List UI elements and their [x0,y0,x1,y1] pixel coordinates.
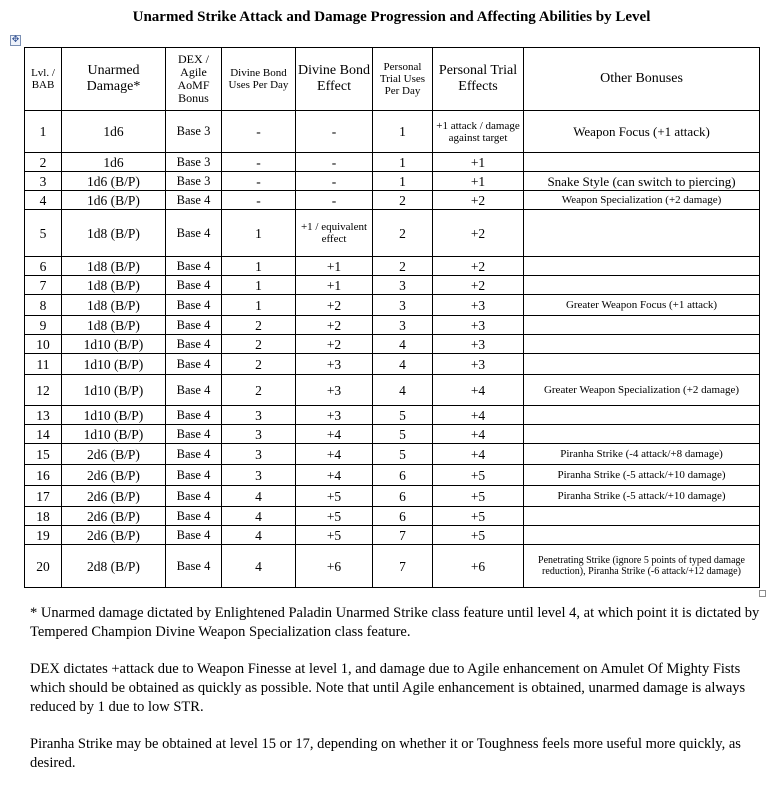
cell-trial-effects: +3 [433,295,524,316]
cell-trial-uses: 4 [373,354,433,375]
cell-dex-bonus: Base 4 [166,507,222,526]
table-move-handle-icon[interactable]: ✥ [11,35,20,45]
table-row [25,210,760,257]
cell-divine-bond-uses: 2 [222,316,296,335]
cell-level: 5 [25,210,62,257]
header-trial-effects: Personal Trial Effects [433,48,524,111]
cell-unarmed-damage: 1d10 (B/P) [62,375,166,406]
cell-level: 18 [25,507,62,526]
cell-divine-bond-effect: +3 [296,406,373,425]
cell-unarmed-damage: 1d8 (B/P) [62,295,166,316]
cell-trial-effects: +1 [433,153,524,172]
cell-unarmed-damage: 1d8 (B/P) [62,316,166,335]
header-trial-uses: Personal Trial Uses Per Day [373,48,433,111]
cell-other-bonuses [524,153,760,172]
cell-level: 19 [25,526,62,545]
cell-divine-bond-effect: +2 [296,335,373,354]
cell-trial-uses: 7 [373,526,433,545]
cell-trial-effects: +3 [433,316,524,335]
cell-divine-bond-uses: 4 [222,507,296,526]
cell-dex-bonus: Base 4 [166,465,222,486]
cell-divine-bond-effect: +1 [296,276,373,295]
cell-unarmed-damage: 2d6 (B/P) [62,486,166,507]
cell-other-bonuses [524,354,760,375]
document-title: Unarmed Strike Attack and Damage Progression and Affecting Abilities by Level [132,9,651,25]
cell-trial-effects: +4 [433,444,524,465]
cell-level: 16 [25,465,62,486]
cell-divine-bond-uses: - [222,191,296,210]
cell-level: 17 [25,486,62,507]
cell-divine-bond-effect: +4 [296,465,373,486]
cell-unarmed-damage: 1d10 (B/P) [62,354,166,375]
cell-dex-bonus: Base 4 [166,191,222,210]
cell-divine-bond-uses: 3 [222,444,296,465]
cell-unarmed-damage: 1d8 (B/P) [62,276,166,295]
table-row [25,545,760,588]
cell-dex-bonus: Base 4 [166,354,222,375]
header-dex-bonus: DEX / Agile AoMF Bonus [166,48,222,111]
cell-divine-bond-effect: +3 [296,354,373,375]
cell-other-bonuses [524,507,760,526]
cell-dex-bonus: Base 4 [166,210,222,257]
table-row [25,465,760,486]
cell-level: 11 [25,354,62,375]
cell-divine-bond-effect: +4 [296,444,373,465]
table-row [25,276,760,295]
cell-trial-uses: 5 [373,444,433,465]
table-row [25,335,760,354]
table-row [25,526,760,545]
cell-unarmed-damage: 2d6 (B/P) [62,444,166,465]
cell-trial-effects: +5 [433,526,524,545]
cell-trial-effects: +2 [433,210,524,257]
cell-trial-uses: 2 [373,210,433,257]
cell-trial-uses: 2 [373,257,433,276]
cell-level: 13 [25,406,62,425]
cell-level: 4 [25,191,62,210]
cell-unarmed-damage: 1d6 [62,153,166,172]
cell-trial-uses: 6 [373,486,433,507]
table-header-row [25,48,760,111]
cell-divine-bond-effect: - [296,153,373,172]
cell-level: 12 [25,375,62,406]
cell-trial-effects: +6 [433,545,524,588]
cell-divine-bond-uses: - [222,111,296,153]
cell-other-bonuses [524,210,760,257]
cell-unarmed-damage: 1d6 (B/P) [62,172,166,191]
cell-trial-uses: 5 [373,406,433,425]
cell-divine-bond-uses: 4 [222,486,296,507]
table-row [25,444,760,465]
cell-trial-uses: 6 [373,507,433,526]
cell-trial-effects: +5 [433,465,524,486]
header-divine-bond-uses: Divine Bond Uses Per Day [222,48,296,111]
cell-divine-bond-effect: - [296,172,373,191]
cell-trial-effects: +4 [433,375,524,406]
table-row [25,486,760,507]
cell-divine-bond-uses: 1 [222,210,296,257]
cell-trial-effects: +3 [433,335,524,354]
cell-divine-bond-uses: 1 [222,295,296,316]
cell-other-bonuses: Snake Style (can switch to piercing) [524,172,760,191]
cell-level: 20 [25,545,62,588]
cell-divine-bond-uses: - [222,153,296,172]
cell-unarmed-damage: 1d10 (B/P) [62,425,166,444]
cell-other-bonuses: Piranha Strike (-4 attack/+8 damage) [524,444,760,465]
cell-divine-bond-uses: 4 [222,526,296,545]
table-row [25,406,760,425]
cell-dex-bonus: Base 4 [166,375,222,406]
cell-divine-bond-uses: 2 [222,354,296,375]
cell-level: 6 [25,257,62,276]
cell-trial-uses: 1 [373,153,433,172]
cell-dex-bonus: Base 4 [166,335,222,354]
cell-other-bonuses: Weapon Specialization (+2 damage) [524,191,760,210]
cell-divine-bond-effect: +5 [296,526,373,545]
cell-divine-bond-uses: 3 [222,465,296,486]
cell-unarmed-damage: 1d6 [62,111,166,153]
table-row [25,191,760,210]
cell-unarmed-damage: 1d10 (B/P) [62,406,166,425]
table-row [25,295,760,316]
note-unarmed-damage: * Unarmed damage dictated by Enlightened Paladin Unarmed Strike class feature until level 4, at which point it is dictated by Tempered Champion Divine Weapon Specialization class feature. [30,605,760,640]
cell-other-bonuses: Penetrating Strike (ignore 5 points of typed damage reduction), Piranha Strike (-6 attack/+12 damage) [524,545,760,588]
cell-trial-effects: +1 [433,172,524,191]
cell-divine-bond-uses: 1 [222,257,296,276]
note-dex: DEX dictates +attack due to Weapon Finesse at level 1, and damage due to Agile enhancement on Amulet Of Mighty Fists which should be obtained as quickly as possible. Note that until Agile enhancement is obtained, unarmed damage is always reduced by 1 due to low STR. [30,661,746,715]
cell-dex-bonus: Base 3 [166,172,222,191]
cell-divine-bond-effect: +3 [296,375,373,406]
cell-dex-bonus: Base 4 [166,545,222,588]
cell-other-bonuses: Greater Weapon Focus (+1 attack) [524,295,760,316]
cell-unarmed-damage: 2d6 (B/P) [62,526,166,545]
cell-divine-bond-effect: +1 [296,257,373,276]
table-row [25,172,760,191]
cell-unarmed-damage: 1d8 (B/P) [62,210,166,257]
cell-divine-bond-uses: 3 [222,406,296,425]
cell-level: 10 [25,335,62,354]
cell-divine-bond-uses: 4 [222,545,296,588]
cell-other-bonuses: Piranha Strike (-5 attack/+10 damage) [524,465,760,486]
cell-trial-uses: 4 [373,335,433,354]
cell-unarmed-damage: 2d8 (B/P) [62,545,166,588]
cell-divine-bond-effect: +6 [296,545,373,588]
cell-divine-bond-effect: +1 / equivalent effect [296,210,373,257]
cell-level: 3 [25,172,62,191]
cell-other-bonuses [524,526,760,545]
cell-unarmed-damage: 2d6 (B/P) [62,507,166,526]
cell-dex-bonus: Base 4 [166,526,222,545]
cell-other-bonuses: Greater Weapon Specialization (+2 damage) [524,375,760,406]
cell-divine-bond-effect: +2 [296,295,373,316]
cell-other-bonuses [524,406,760,425]
cell-divine-bond-uses: 2 [222,375,296,406]
cell-dex-bonus: Base 3 [166,111,222,153]
cell-trial-uses: 7 [373,545,433,588]
cell-trial-effects: +4 [433,406,524,425]
cell-divine-bond-effect: - [296,111,373,153]
cell-other-bonuses: Piranha Strike (-5 attack/+10 damage) [524,486,760,507]
cell-level: 14 [25,425,62,444]
cell-dex-bonus: Base 4 [166,295,222,316]
table-row [25,153,760,172]
cell-divine-bond-effect: +4 [296,425,373,444]
cell-dex-bonus: Base 4 [166,406,222,425]
cell-trial-effects: +2 [433,276,524,295]
cell-divine-bond-uses: - [222,172,296,191]
cell-divine-bond-effect: +2 [296,316,373,335]
cell-dex-bonus: Base 4 [166,486,222,507]
table-body [25,111,760,588]
cell-trial-uses: 2 [373,191,433,210]
cell-dex-bonus: Base 4 [166,425,222,444]
cell-other-bonuses: Weapon Focus (+1 attack) [524,111,760,153]
header-level: Lvl. / BAB [25,48,62,111]
table-row [25,507,760,526]
cell-divine-bond-uses: 3 [222,425,296,444]
cell-trial-effects: +4 [433,425,524,444]
progression-table [24,47,760,588]
header-unarmed-damage: Unarmed Damage* [62,48,166,111]
cell-level: 9 [25,316,62,335]
cell-level: 7 [25,276,62,295]
table-row [25,111,760,153]
cell-unarmed-damage: 1d10 (B/P) [62,335,166,354]
cell-trial-effects: +1 attack / damage against target [433,111,524,153]
cell-dex-bonus: Base 4 [166,257,222,276]
cell-unarmed-damage: 2d6 (B/P) [62,465,166,486]
cell-trial-uses: 3 [373,316,433,335]
cell-trial-effects: +3 [433,354,524,375]
cell-dex-bonus: Base 3 [166,153,222,172]
cell-trial-uses: 1 [373,111,433,153]
cell-divine-bond-effect: +5 [296,507,373,526]
cell-trial-uses: 5 [373,425,433,444]
cell-trial-uses: 4 [373,375,433,406]
header-other-bonuses: Other Bonuses [524,48,760,111]
cell-divine-bond-effect: +5 [296,486,373,507]
header-divine-bond-effect: Divine Bond Effect [296,48,373,111]
cell-divine-bond-uses: 1 [222,276,296,295]
cell-other-bonuses [524,335,760,354]
cell-divine-bond-effect: - [296,191,373,210]
cell-trial-effects: +2 [433,257,524,276]
notes-section [30,604,765,791]
cell-other-bonuses [524,276,760,295]
cell-dex-bonus: Base 4 [166,444,222,465]
cell-trial-uses: 3 [373,276,433,295]
cell-unarmed-damage: 1d6 (B/P) [62,191,166,210]
table-row [25,425,760,444]
cell-other-bonuses [524,425,760,444]
cell-trial-uses: 6 [373,465,433,486]
table-row [25,257,760,276]
cell-trial-effects: +5 [433,486,524,507]
cell-trial-uses: 1 [373,172,433,191]
cell-dex-bonus: Base 4 [166,276,222,295]
table-resize-handle[interactable] [759,590,766,597]
table-row [25,316,760,335]
cell-level: 15 [25,444,62,465]
cell-other-bonuses [524,257,760,276]
cell-trial-effects: +5 [433,507,524,526]
cell-level: 2 [25,153,62,172]
table-row [25,354,760,375]
cell-level: 1 [25,111,62,153]
note-piranha-strike: Piranha Strike may be obtained at level 15 or 17, depending on whether it or Toughness feels more useful more quickly, as desired. [30,736,741,771]
cell-unarmed-damage: 1d8 (B/P) [62,257,166,276]
table-row [25,375,760,406]
cell-other-bonuses [524,316,760,335]
cell-divine-bond-uses: 2 [222,335,296,354]
cell-level: 8 [25,295,62,316]
cell-dex-bonus: Base 4 [166,316,222,335]
cell-trial-effects: +2 [433,191,524,210]
cell-trial-uses: 3 [373,295,433,316]
